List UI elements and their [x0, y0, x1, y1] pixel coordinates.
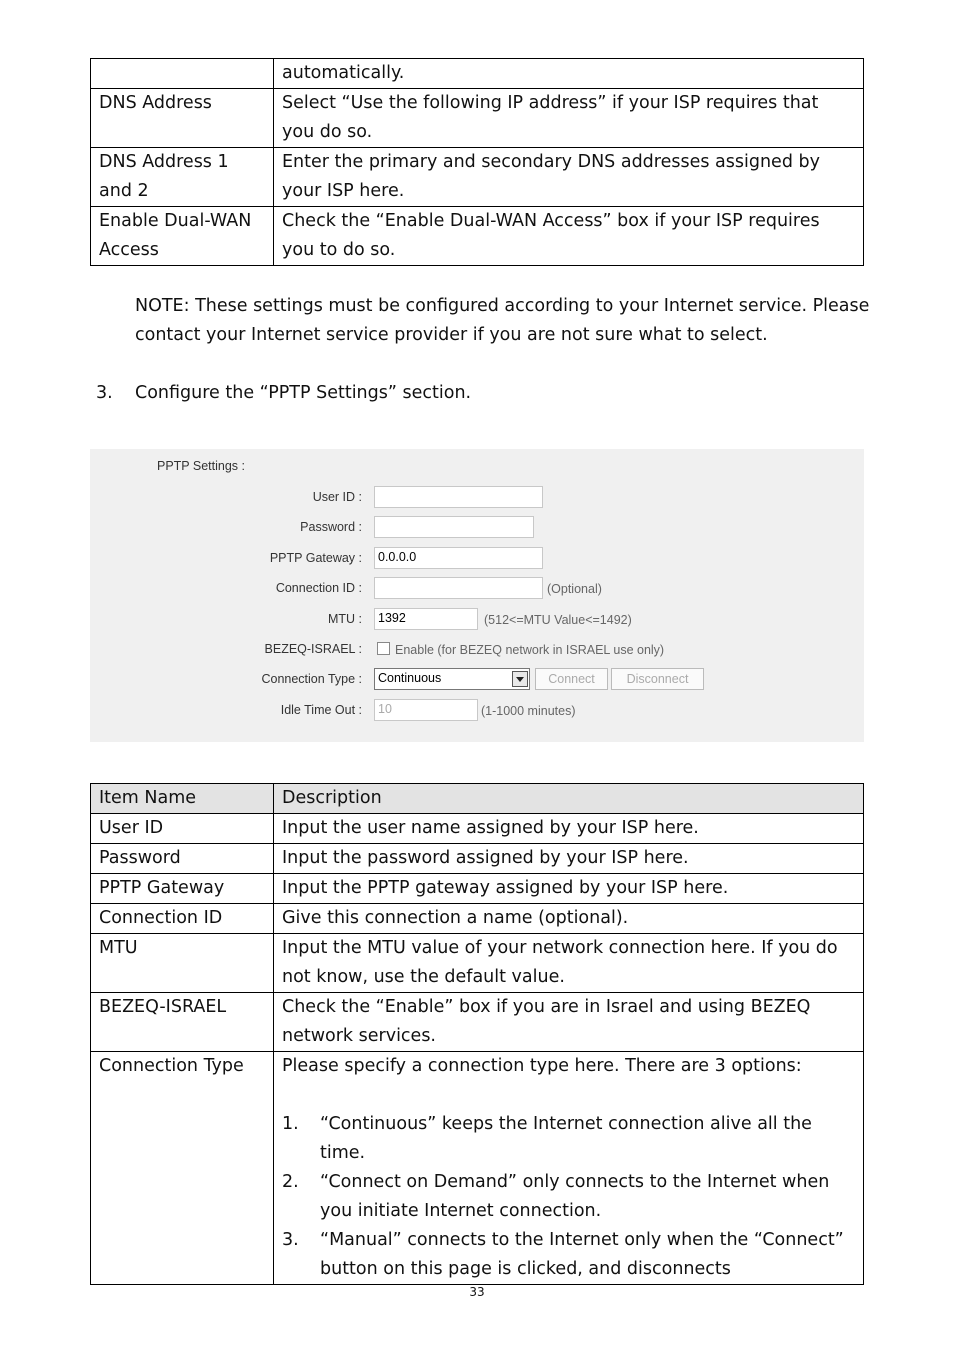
step-text: Configure the “PPTP Settings” section.: [135, 383, 472, 403]
item-name-cell: Connection Type: [91, 1052, 274, 1285]
user-id-input[interactable]: [374, 486, 543, 508]
description-cell: Input the user name assigned by your ISP here.: [274, 814, 864, 844]
connection-type-select[interactable]: [374, 668, 530, 690]
list-item-text: “Connect on Demand” only connects to the Internet when you initiate Internet connection.: [320, 1172, 830, 1221]
item-name-cell: Enable Dual-WAN Access: [91, 207, 274, 266]
header-item-name: Item Name: [91, 784, 274, 814]
connection-type-intro: Please specify a connection type here. There are 3 options:: [282, 1056, 802, 1076]
connection-id-input[interactable]: [374, 577, 543, 599]
table-row: [91, 934, 864, 993]
item-name-cell: BEZEQ-ISRAEL: [91, 993, 274, 1052]
bezeq-checkbox-label: Enable (for BEZEQ network in ISRAEL use only): [395, 643, 665, 657]
table-row: [91, 904, 864, 934]
description-cell: Enter the primary and secondary DNS addresses assigned by your ISP here.: [274, 148, 864, 207]
description-cell: Select “Use the following IP address” if your ISP requires that you do so.: [274, 89, 864, 148]
table-row: [91, 874, 864, 904]
bezeq-row: [90, 638, 864, 662]
mtu-hint: (512<=MTU Value<=1492): [484, 613, 632, 627]
list-item-number: 3.: [282, 1230, 299, 1250]
table-row: [91, 207, 864, 266]
description-cell: Check the “Enable Dual-WAN Access” box if your ISP requires you to do so.: [274, 207, 864, 266]
note-paragraph: NOTE: These settings must be configured according to your Internet service. Please contact your Internet service provider if you are not sure what to select.: [135, 296, 870, 345]
gateway-input[interactable]: 0.0.0.0: [374, 547, 543, 569]
mtu-input[interactable]: 1392: [374, 608, 478, 630]
list-item: [282, 1168, 855, 1226]
user-id-label: User ID :: [312, 490, 362, 504]
description-cell: Check the “Enable” box if you are in Israel and using BEZEQ network services.: [274, 993, 864, 1052]
section-title: PPTP Settings :: [157, 459, 246, 473]
table-row: [91, 993, 864, 1052]
description-cell: automatically.: [274, 59, 864, 89]
item-name-cell: User ID: [91, 814, 274, 844]
page-number: 33: [469, 1285, 485, 1299]
gateway-label: PPTP Gateway :: [269, 551, 362, 565]
password-input[interactable]: [374, 516, 534, 538]
idle-time-label: Idle Time Out :: [280, 703, 362, 717]
list-item: [282, 1110, 855, 1168]
list-item-number: 2.: [282, 1172, 299, 1192]
connection-type-row: [90, 668, 864, 692]
user-id-row: [90, 486, 864, 510]
disconnect-button[interactable]: Disconnect: [611, 668, 704, 690]
password-label: Password :: [300, 520, 362, 534]
connection-id-hint: (Optional): [547, 582, 602, 596]
connection-id-row: [90, 577, 864, 601]
chevron-down-icon[interactable]: [512, 671, 528, 687]
table-row: [91, 148, 864, 207]
bezeq-label: BEZEQ-ISRAEL :: [264, 642, 362, 656]
table-row: [91, 89, 864, 148]
list-item: [282, 1226, 855, 1284]
connect-button[interactable]: Connect: [535, 668, 608, 690]
password-row: [90, 516, 864, 540]
connection-type-label: Connection Type :: [261, 672, 362, 686]
idle-time-hint: (1-1000 minutes): [481, 704, 576, 718]
gateway-row: [90, 547, 864, 571]
item-name-cell: MTU: [91, 934, 274, 993]
item-name-cell: DNS Address 1 and 2: [91, 148, 274, 207]
list-item-text: “Continuous” keeps the Internet connection alive all the time.: [320, 1114, 812, 1163]
header-description: Description: [274, 784, 864, 814]
mtu-row: [90, 608, 864, 632]
idle-time-input[interactable]: 10: [374, 699, 478, 721]
connection-id-label: Connection ID :: [275, 581, 362, 595]
description-cell: [274, 1052, 864, 1285]
description-cell: Give this connection a name (optional).: [274, 904, 864, 934]
idle-time-row: [90, 699, 864, 723]
connection-type-value: Continuous: [378, 671, 442, 685]
table-row: [91, 1052, 864, 1285]
item-name-cell: PPTP Gateway: [91, 874, 274, 904]
bezeq-checkbox[interactable]: [377, 642, 390, 655]
item-name-cell: Connection ID: [91, 904, 274, 934]
list-item-number: 1.: [282, 1114, 299, 1134]
item-name-cell: DNS Address: [91, 89, 274, 148]
table-row: [91, 59, 864, 89]
pptp-settings-screenshot: [90, 449, 864, 742]
step-number: 3.: [96, 383, 113, 403]
description-cell: Input the PPTP gateway assigned by your ISP here.: [274, 874, 864, 904]
description-cell: Input the password assigned by your ISP here.: [274, 844, 864, 874]
mtu-label: MTU :: [327, 612, 362, 626]
spacer: [282, 1081, 855, 1110]
item-name-cell: Password: [91, 844, 274, 874]
pptp-items-table: [90, 783, 864, 1285]
description-cell: Input the MTU value of your network connection here. If you do not know, use the default value.: [274, 934, 864, 993]
dns-settings-table: [90, 58, 864, 266]
table-row: [91, 814, 864, 844]
list-item-text: “Manual” connects to the Internet only when the “Connect” button on this page is clicked, and disconnects: [320, 1230, 844, 1279]
table-header-row: [91, 784, 864, 814]
table-row: [91, 844, 864, 874]
item-name-cell: [91, 59, 274, 89]
